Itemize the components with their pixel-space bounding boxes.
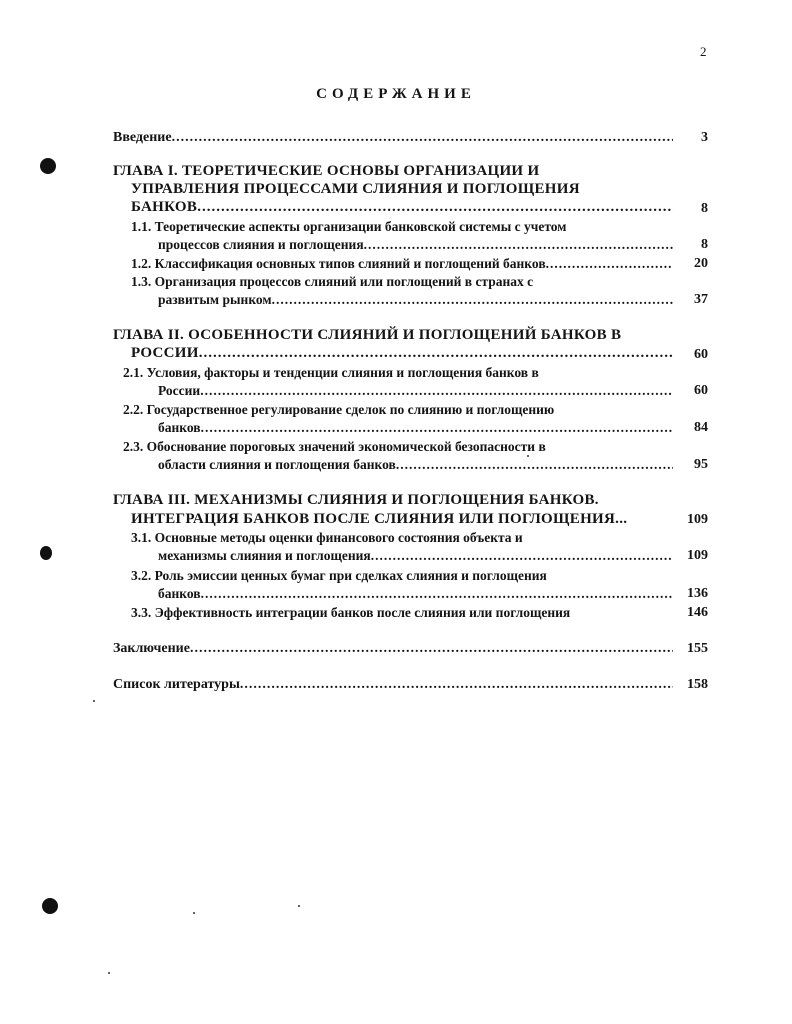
section-2-3-line-1[interactable]: 2.3. Обоснование пороговых значений экономической безопасности в [123, 439, 546, 454]
chapter-1-title-line-2[interactable]: УПРАВЛЕНИЯ ПРОЦЕССАМИ СЛИЯНИЯ И ПОГЛОЩЕНИЯ [131, 181, 580, 197]
punch-hole-mark [42, 898, 58, 914]
dot-leader [190, 640, 673, 657]
section-2-3-line-2[interactable] [158, 456, 673, 473]
toc-title: СОДЕРЖАНИЕ [316, 86, 476, 102]
scan-speck [527, 455, 529, 457]
toc-entry-conclusion[interactable] [113, 640, 673, 657]
section-1-1-line-1[interactable]: 1.1. Теоретические аспекты организации банковской системы с учетом [131, 219, 567, 234]
scan-speck [93, 700, 95, 702]
section-2-1-line-1[interactable]: 2.1. Условия, факторы и тенденции слияния и поглощения банков в [123, 365, 539, 380]
section-1-3-line-2[interactable] [158, 291, 673, 308]
toc-page-number: 146 [687, 605, 708, 620]
toc-page-number: 155 [687, 641, 708, 656]
toc-page-number: 158 [687, 677, 708, 692]
toc-entry-label: Заключение [113, 641, 190, 656]
chapter-3-title-line-1[interactable]: ГЛАВА III. МЕХАНИЗМЫ СЛИЯНИЯ И ПОГЛОЩЕНИЯ БАНКОВ. [113, 492, 599, 508]
toc-page-number: 95 [694, 457, 708, 472]
toc-entry-label: БАНКОВ [131, 199, 198, 215]
chapter-2-title-line-2[interactable] [131, 344, 673, 362]
dot-leader [201, 585, 673, 602]
toc-entry-label: области слияния и поглощения банков [158, 457, 396, 472]
toc-page-number: 8 [701, 201, 708, 216]
dot-leader [172, 129, 673, 146]
punch-hole-mark [40, 158, 56, 174]
toc-entry-label: Введение [113, 130, 172, 145]
toc-entry-intro[interactable] [113, 129, 673, 146]
toc-page-number: 109 [687, 548, 708, 563]
dot-leader [197, 198, 673, 216]
toc-page-number: 136 [687, 586, 708, 601]
chapter-1-title-line-3[interactable] [131, 198, 673, 216]
toc-entry-label: банков [158, 586, 201, 601]
toc-entry-label: развитым рынком [158, 292, 272, 307]
dot-leader [371, 547, 673, 564]
scan-speck [298, 905, 300, 907]
toc-entry-label: банков [158, 420, 201, 435]
scan-speck [108, 972, 110, 974]
section-2-2-line-2[interactable] [158, 419, 673, 436]
toc-page-number: 84 [694, 420, 708, 435]
section-1-3-line-1[interactable]: 1.3. Организация процессов слияний или поглощений в странах с [131, 274, 534, 289]
dot-leader [272, 291, 673, 308]
toc-entry-references[interactable] [113, 676, 673, 693]
toc-page-number: 60 [694, 347, 708, 362]
chapter-1-title-line-1[interactable]: ГЛАВА I. ТЕОРЕТИЧЕСКИЕ ОСНОВЫ ОРГАНИЗАЦИИ И [113, 163, 540, 179]
toc-page-number: 20 [694, 256, 708, 271]
punch-hole-mark [40, 546, 52, 560]
toc-entry-label: РОССИИ [131, 345, 199, 361]
dot-leader [199, 344, 673, 362]
section-3-1-line-1[interactable]: 3.1. Основные методы оценки финансового состояния объекта и [131, 530, 523, 545]
page-number: 2 [700, 44, 707, 59]
toc-entry-label: России [158, 383, 201, 398]
dot-leader [201, 419, 673, 436]
section-1-1-line-2[interactable] [158, 236, 673, 253]
toc-page-number: 3 [701, 130, 708, 145]
dot-leader [364, 236, 673, 253]
toc-entry-label: механизмы слияния и поглощения [158, 548, 371, 563]
section-3-1-line-2[interactable] [158, 547, 673, 564]
section-1-2[interactable] [131, 255, 673, 272]
section-2-2-line-1[interactable]: 2.2. Государственное регулирование сделок по слиянию и поглощению [123, 402, 555, 417]
chapter-3-title-line-2[interactable]: ИНТЕГРАЦИЯ БАНКОВ ПОСЛЕ СЛИЯНИЯ ИЛИ ПОГЛОЩЕНИЯ... [131, 511, 628, 527]
toc-page-number: 37 [694, 292, 708, 307]
scan-speck [193, 912, 195, 914]
dot-leader [240, 676, 673, 693]
toc-page-number: 60 [694, 383, 708, 398]
dot-leader [396, 456, 673, 473]
section-3-2-line-2[interactable] [158, 585, 673, 602]
toc-entry-label: 1.2. Классификация основных типов слияний и поглощений банков [131, 256, 546, 271]
chapter-2-title-line-1[interactable]: ГЛАВА II. ОСОБЕННОСТИ СЛИЯНИЙ И ПОГЛОЩЕНИЙ БАНКОВ В [113, 327, 622, 343]
dot-leader [200, 382, 673, 399]
toc-page-number: 109 [687, 512, 708, 527]
section-3-2-line-1[interactable]: 3.2. Роль эмиссии ценных бумаг при сделках слияния и поглощения [131, 568, 547, 583]
section-3-3[interactable]: 3.3. Эффективность интеграции банков после слияния или поглощения [131, 605, 571, 620]
section-2-1-line-2[interactable] [158, 382, 673, 399]
dot-leader [546, 255, 673, 272]
toc-page-number: 8 [701, 237, 708, 252]
toc-entry-label: процессов слияния и поглощения [158, 237, 364, 252]
toc-entry-label: Список литературы [113, 677, 240, 692]
